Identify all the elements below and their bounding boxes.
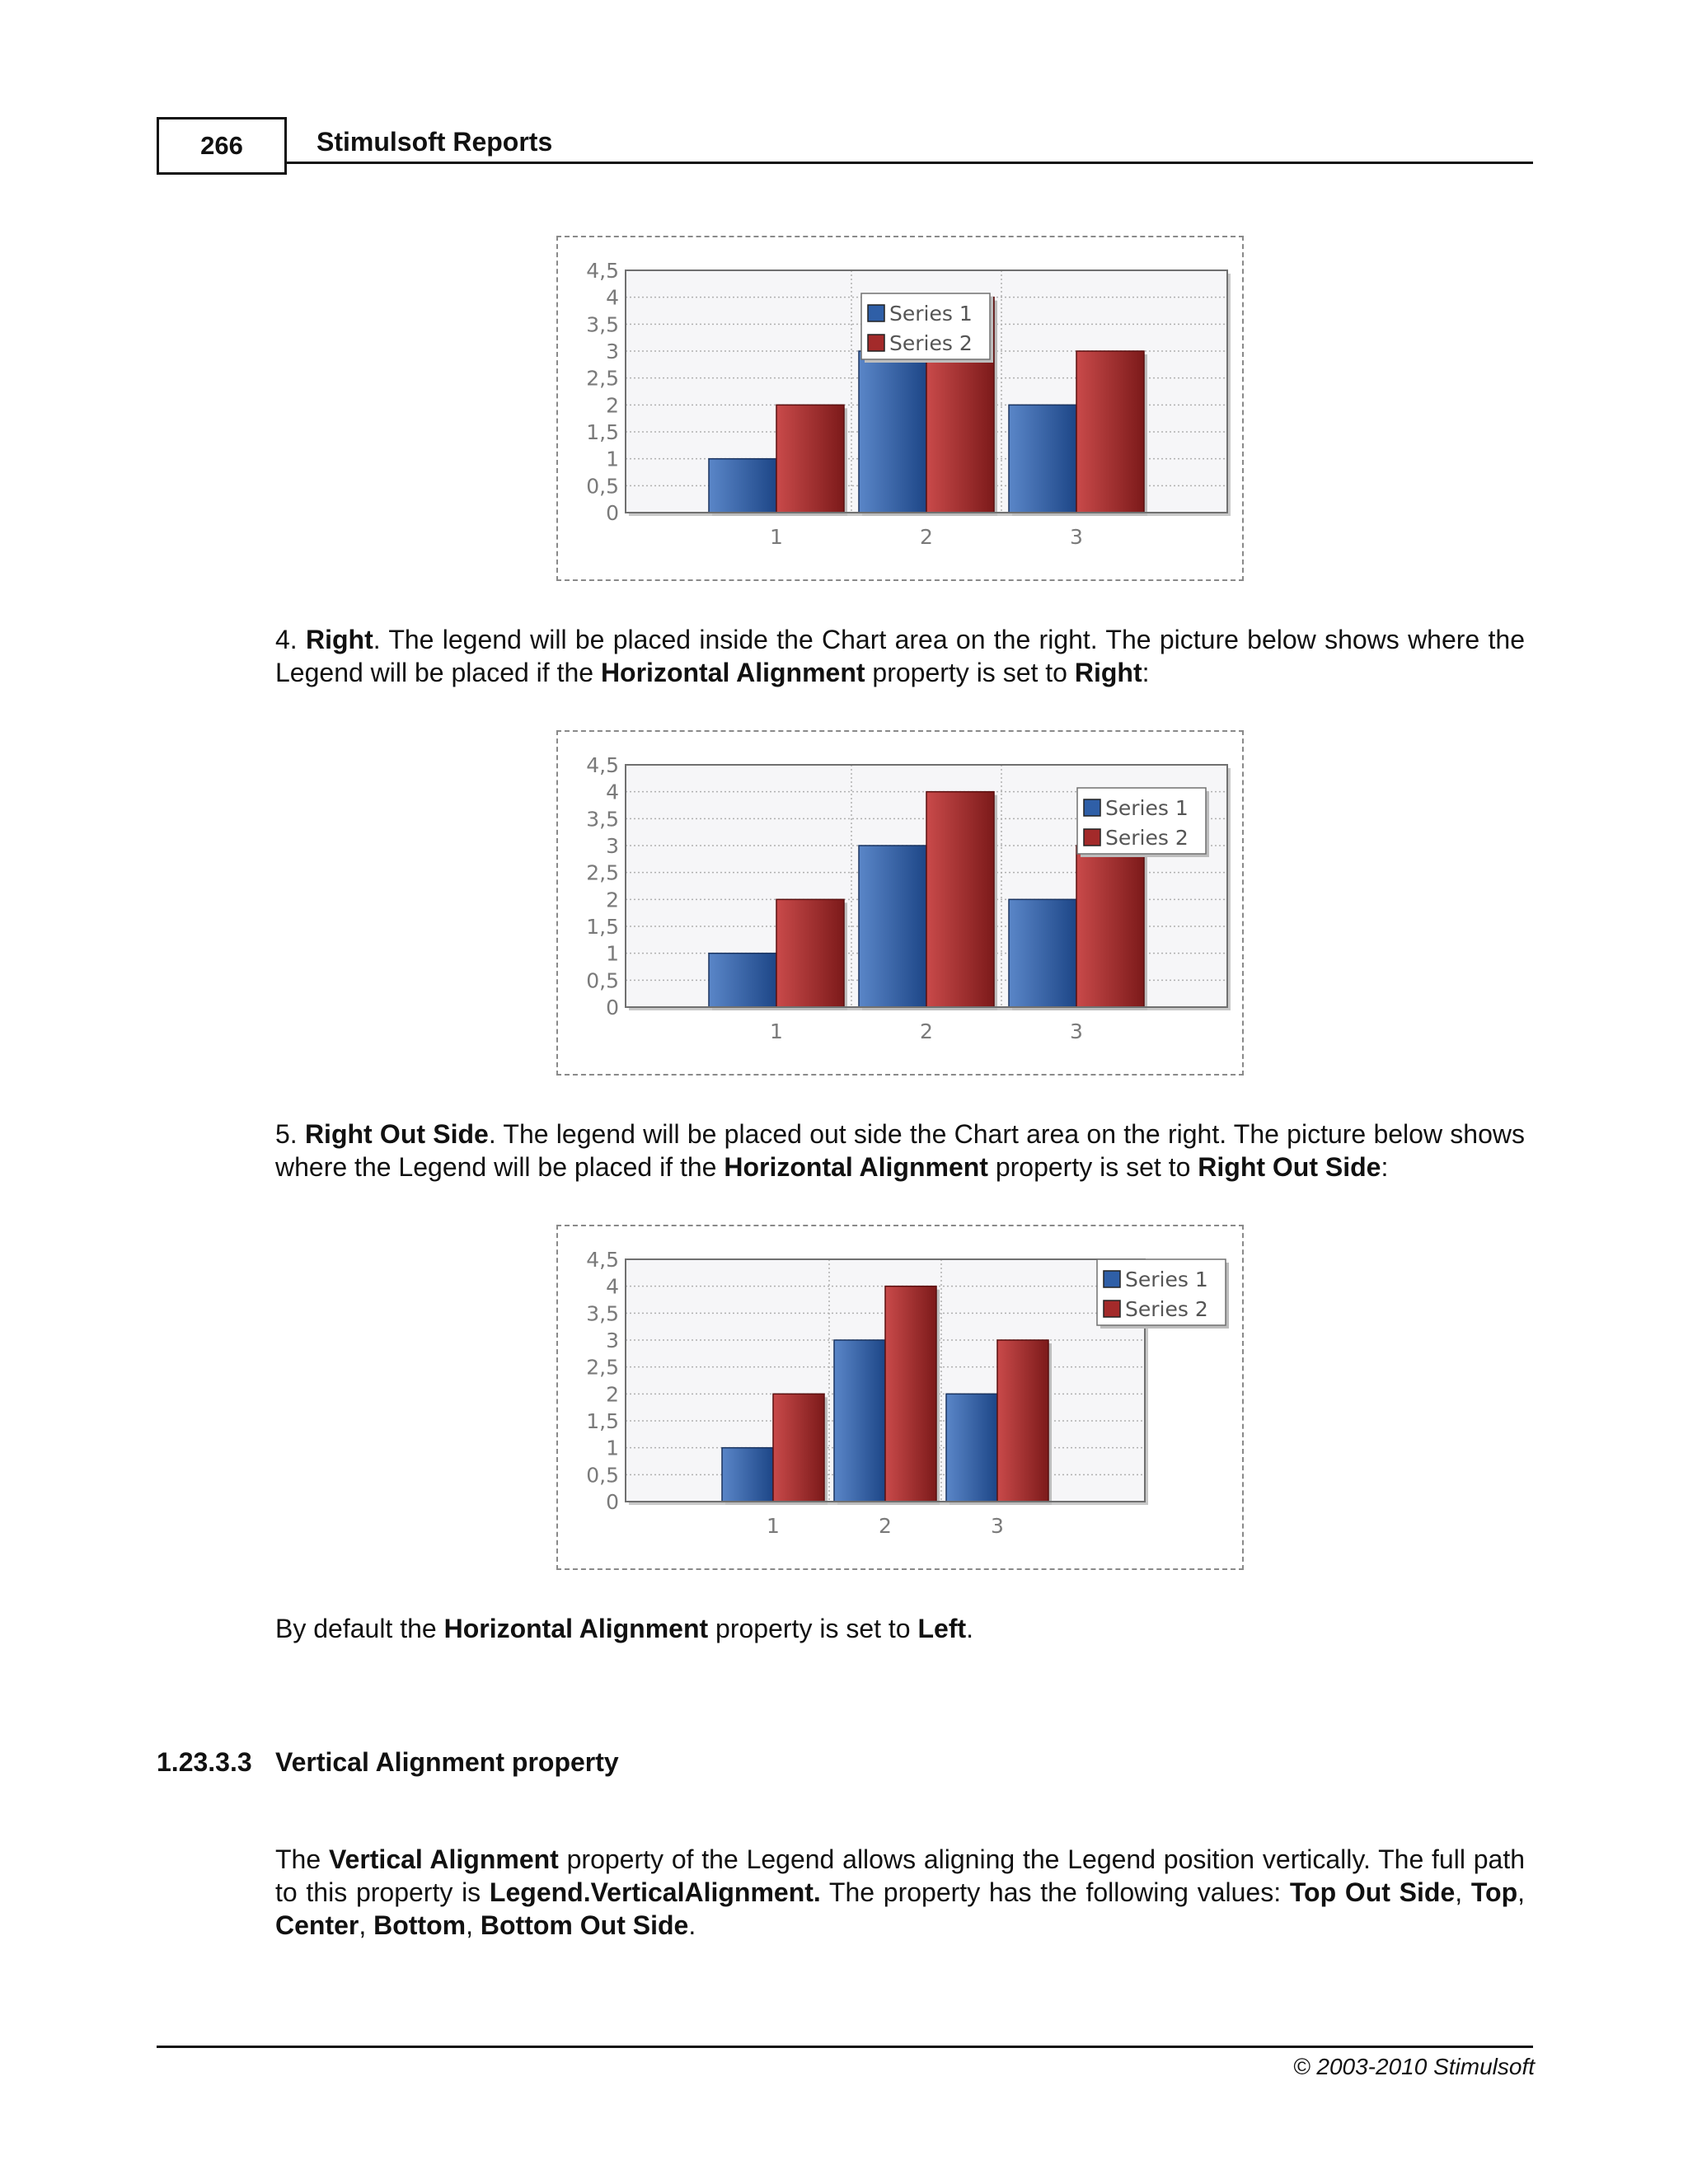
chart-legend-right	[556, 730, 1244, 1076]
text: . The legend will be placed out side the Chart area on the right. The picture below shows where the Legend will be placed if the	[275, 1119, 1526, 1182]
text: The	[275, 1844, 329, 1874]
y-tick-label: 3	[606, 834, 619, 858]
footer-copyright: © 2003-2010 Stimulsoft	[1292, 2054, 1535, 2079]
y-tick-label: 2,5	[586, 1355, 619, 1380]
footer-rule	[157, 2046, 1533, 2048]
bar-series-2-cat-1	[776, 405, 844, 513]
bar-series-1-cat-3	[946, 1394, 997, 1502]
x-tick-label: 1	[770, 525, 783, 549]
y-tick-label: 1	[606, 1436, 619, 1460]
bar-series-2-cat-3	[1076, 846, 1144, 1007]
item-number: 4.	[275, 625, 306, 654]
text: :	[1381, 1152, 1389, 1182]
y-tick-label: 4,5	[586, 1248, 619, 1272]
property-value: Right	[1074, 658, 1142, 687]
y-tick-label: 4,5	[586, 753, 619, 777]
y-tick-label: 1,5	[586, 420, 619, 444]
bar-chart-svg	[558, 732, 1242, 1074]
text: .	[966, 1614, 974, 1643]
bar-series-1-cat-3	[1009, 899, 1076, 1007]
text: property is set to	[708, 1614, 918, 1643]
y-tick-label: 0	[606, 1490, 619, 1514]
y-tick-label: 3,5	[586, 312, 619, 337]
term-right: Right	[305, 625, 373, 654]
y-tick-label: 2,5	[586, 366, 619, 391]
y-tick-label: 0	[606, 996, 619, 1019]
legend-label-series-1: Series 1	[1125, 1268, 1208, 1291]
text: . The legend will be placed inside the Chart area on the right. The picture below shows where the Legend will be placed if the	[275, 625, 1526, 687]
legend-swatch-series-1	[1104, 1271, 1120, 1287]
bar-chart-svg	[558, 237, 1242, 579]
text: property is set to	[987, 1152, 1198, 1182]
y-tick-label: 4	[606, 780, 619, 804]
y-tick-label: 4	[606, 1274, 619, 1299]
x-tick-label: 3	[1070, 1019, 1083, 1043]
bar-series-1-cat-1	[722, 1448, 773, 1502]
value-center: Center	[275, 1910, 359, 1940]
bar-series-1-cat-3	[1009, 405, 1076, 513]
property-value: Right Out Side	[1198, 1152, 1381, 1182]
text: property of the Legend allows aligning the Legend position vertically. The full path to this property is	[275, 1844, 1526, 1907]
legend-label-series-2: Series 2	[1105, 826, 1189, 850]
legend-swatch-series-1	[1084, 799, 1100, 816]
y-tick-label: 0,5	[586, 474, 619, 499]
legend-swatch-series-1	[868, 305, 884, 321]
property-name: Horizontal Alignment	[724, 1152, 988, 1182]
paragraph-right-out-side	[275, 1118, 1525, 1183]
legend-label-series-1: Series 1	[1105, 796, 1189, 820]
value-bottom: Bottom	[373, 1910, 467, 1940]
x-tick-label: 3	[1070, 525, 1083, 549]
y-tick-label: 2	[606, 1382, 619, 1407]
bar-series-1-cat-1	[709, 459, 776, 513]
bar-series-2-cat-3	[997, 1340, 1048, 1502]
section-number: 1.23.3.3	[157, 1747, 252, 1777]
y-tick-label: 2	[606, 888, 619, 912]
item-number: 5.	[275, 1119, 305, 1149]
separator: ,	[466, 1910, 481, 1940]
bar-chart-svg	[558, 1226, 1242, 1568]
bar-series-1-cat-2	[834, 1340, 885, 1502]
y-tick-label: 1,5	[586, 915, 619, 939]
bar-series-2-cat-1	[776, 899, 844, 1007]
y-tick-label: 0	[606, 501, 619, 525]
y-tick-label: 4	[606, 285, 619, 310]
y-tick-label: 1,5	[586, 1409, 619, 1433]
legend-label-series-2: Series 2	[1125, 1297, 1208, 1321]
term-right-out-side: Right Out Side	[304, 1119, 489, 1149]
y-tick-label: 1	[606, 447, 619, 471]
text: .	[688, 1910, 696, 1940]
legend-swatch-series-2	[1084, 829, 1100, 846]
paragraph-default	[275, 1612, 1525, 1645]
text: By default the	[275, 1614, 444, 1643]
property-path: Legend.VerticalAlignment.	[489, 1877, 821, 1907]
y-tick-label: 3,5	[586, 1301, 619, 1326]
header-title: Stimulsoft Reports	[316, 127, 553, 157]
text: property is set to	[865, 658, 1075, 687]
value-top: Top	[1470, 1877, 1518, 1907]
text: The property has the following values:	[820, 1877, 1290, 1907]
bar-series-2-cat-2	[885, 1286, 936, 1502]
x-tick-label: 2	[879, 1514, 892, 1538]
bar-series-1-cat-1	[709, 954, 776, 1007]
y-tick-label: 4,5	[586, 259, 619, 283]
y-tick-label: 2,5	[586, 860, 619, 885]
property-name: Horizontal Alignment	[443, 1614, 709, 1643]
bar-series-1-cat-2	[859, 351, 926, 513]
y-tick-label: 1	[606, 941, 619, 966]
bar-series-1-cat-2	[859, 846, 926, 1007]
property-name: Horizontal Alignment	[600, 658, 865, 687]
chart-legend-right-out-side	[556, 1225, 1244, 1570]
value-top-out-side: Top Out Side	[1289, 1877, 1456, 1907]
bar-series-2-cat-3	[1076, 351, 1144, 513]
legend-swatch-series-2	[1104, 1301, 1120, 1317]
y-tick-label: 3	[606, 1329, 619, 1352]
y-tick-label: 0,5	[586, 968, 619, 993]
bar-series-2-cat-1	[773, 1394, 824, 1502]
text: :	[1142, 658, 1150, 687]
separator: ,	[1455, 1877, 1471, 1907]
legend-label-series-1: Series 1	[889, 302, 973, 326]
x-tick-label: 1	[767, 1514, 780, 1538]
legend-swatch-series-2	[868, 335, 884, 351]
separator: ,	[1517, 1877, 1526, 1907]
x-tick-label: 1	[770, 1019, 783, 1043]
property-value: Left	[917, 1614, 967, 1643]
legend-label-series-2: Series 2	[889, 331, 973, 355]
separator: ,	[359, 1910, 374, 1940]
property-name: Vertical Alignment	[328, 1844, 559, 1874]
page-number: 266	[157, 117, 287, 175]
header-rule	[287, 162, 1533, 164]
y-tick-label: 0,5	[586, 1463, 619, 1488]
paragraph-right	[275, 623, 1525, 689]
y-tick-label: 2	[606, 393, 619, 418]
paragraph-vertical-alignment	[275, 1843, 1525, 1942]
x-tick-label: 3	[991, 1514, 1004, 1538]
bar-series-2-cat-2	[926, 792, 994, 1007]
x-tick-label: 2	[920, 525, 933, 549]
x-tick-label: 2	[920, 1019, 933, 1043]
section-title: Vertical Alignment property	[275, 1747, 619, 1777]
value-bottom-out-side: Bottom Out Side	[480, 1910, 689, 1940]
y-tick-label: 3,5	[586, 807, 619, 832]
y-tick-label: 3	[606, 340, 619, 363]
chart-legend-top-center	[556, 236, 1244, 581]
